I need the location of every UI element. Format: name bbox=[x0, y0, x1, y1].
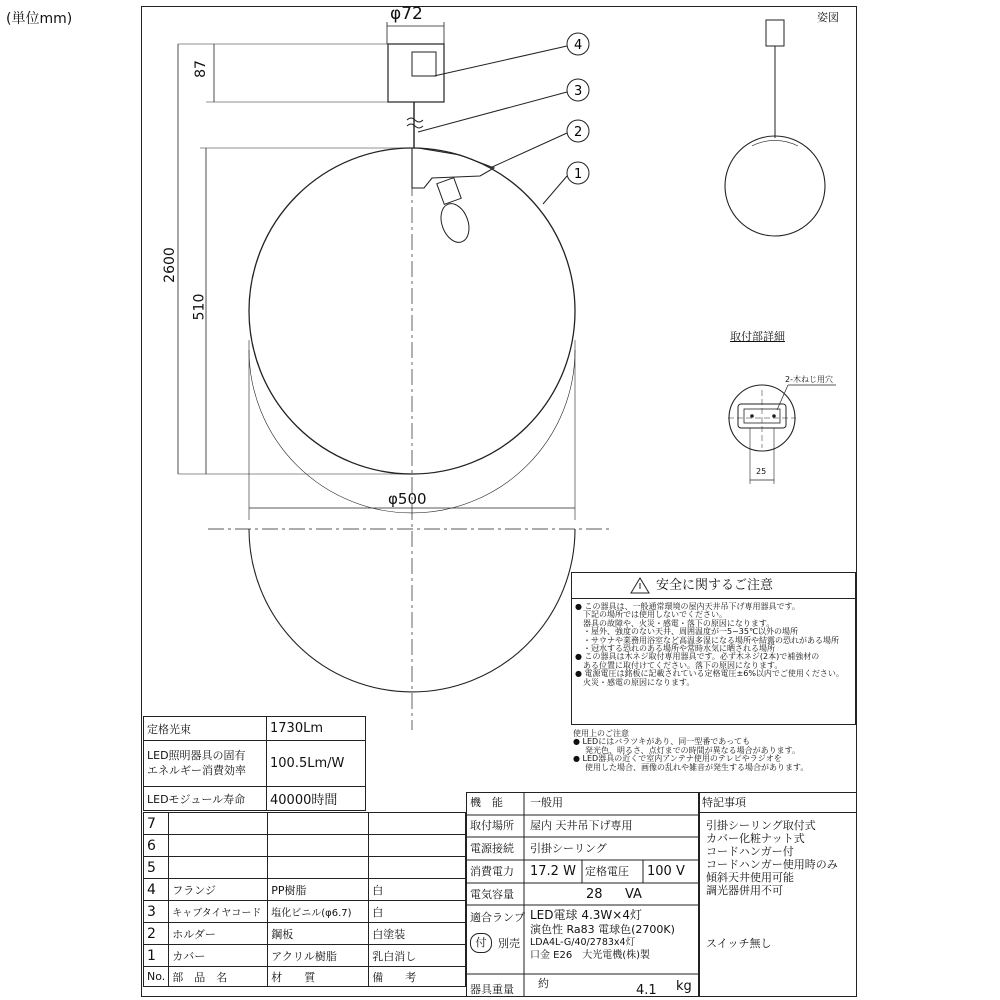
features-extra: スイッチ無し bbox=[706, 937, 772, 950]
parts-table bbox=[143, 812, 466, 987]
detail-note: 2-木ねじ用穴 bbox=[785, 375, 833, 384]
dim-total-height: 2600 bbox=[161, 247, 178, 283]
parts-row: 3 キャブタイヤコード 塩化ビニル(φ6.7) 白 bbox=[144, 901, 466, 923]
lamp-badge: 付 bbox=[470, 933, 492, 953]
mount-detail bbox=[728, 385, 836, 484]
parts-row: 4 フランジ PP樹脂 白 bbox=[144, 879, 466, 901]
safety-title: 安全に関するご注意 bbox=[656, 578, 774, 593]
parts-row: 1 カバー アクリル樹脂 乳白消し bbox=[144, 945, 466, 967]
safety-lines: ● この器具は、一般通常環境の屋内天井吊下げ専用器具です。 下記の場所では使用しないでください。 器具の故障や、火災・感電・落下の原因になります。 ・屋外、強度のない天井、周囲温度が一5~35℃以外の場所 ・サウナや業務用浴室など高温多湿になる場所や結露の恐れがある場所 ・冠水する恐れのある場所や常時水気に晒される場所 ● この器具は木ネジ取付専用器具です。必ず木ネジ(2本)で補強材の ある位置に取付けてください。落下の原因になります。 ● 電源電圧は銘板に記載されている定格電圧±6%以内でご使用ください。 火災・感電の原因になります。 bbox=[575, 602, 844, 687]
bulb bbox=[436, 178, 474, 247]
holder bbox=[412, 148, 494, 188]
dim-top-width: φ72 bbox=[390, 4, 423, 24]
lamp-lines: LED電球 4.3W×4灯 演色性 Ra83 電球色(2700K) LDA4L-G/40/2783x4灯 口金 E26 大光電機(株)製 bbox=[530, 908, 675, 961]
detail-title: 取付部詳細 bbox=[730, 330, 785, 343]
features-title: 特記事項 bbox=[702, 796, 746, 809]
unit-label: (単位mm) bbox=[6, 11, 73, 27]
parts-row: 2 ホルダー 鋼板 白塗装 bbox=[144, 923, 466, 945]
led-spec-table: 定格光束 1730Lm LED照明器具の固有 エネルギー消費効率 100.5Lm/W LEDモジュール寿命 40000時間 bbox=[143, 716, 366, 811]
callout-1: 1 bbox=[574, 167, 583, 182]
usage-notes: 使用上のご注意 ● LEDにはバラツキがあり、同一型番であっても 発光色、明るさ、点灯までの時間が異なる場合があります。 ● LED器具の近くで室内アンテナ使用のテレビやラジオを 使用した場合、画像の乱れや雑音が発生する場合があります。 bbox=[573, 729, 809, 772]
detail-dim: 25 bbox=[756, 467, 767, 476]
dim-canopy-height: 87 bbox=[192, 60, 209, 78]
dim-globe-height: 510 bbox=[191, 293, 208, 321]
view-label: 姿図 bbox=[817, 11, 839, 24]
parts-row: 5 bbox=[144, 857, 466, 879]
callout-3: 3 bbox=[574, 84, 583, 99]
dim-globe-width: φ500 bbox=[388, 490, 427, 508]
features-list: 引掛シーリング取付式 カバー化粧ナット式 コードハンガー付 コードハンガー使用時のみ 傾斜天井使用可能 調光器併用不可 bbox=[706, 819, 838, 897]
parts-row: 6 bbox=[144, 835, 466, 857]
view-sketch bbox=[725, 20, 825, 236]
callout-4: 4 bbox=[574, 38, 583, 53]
callout-2: 2 bbox=[574, 125, 583, 140]
parts-header: No. 部 品 名 材 質 備 考 bbox=[144, 967, 466, 987]
parts-row: 7 bbox=[144, 813, 466, 835]
